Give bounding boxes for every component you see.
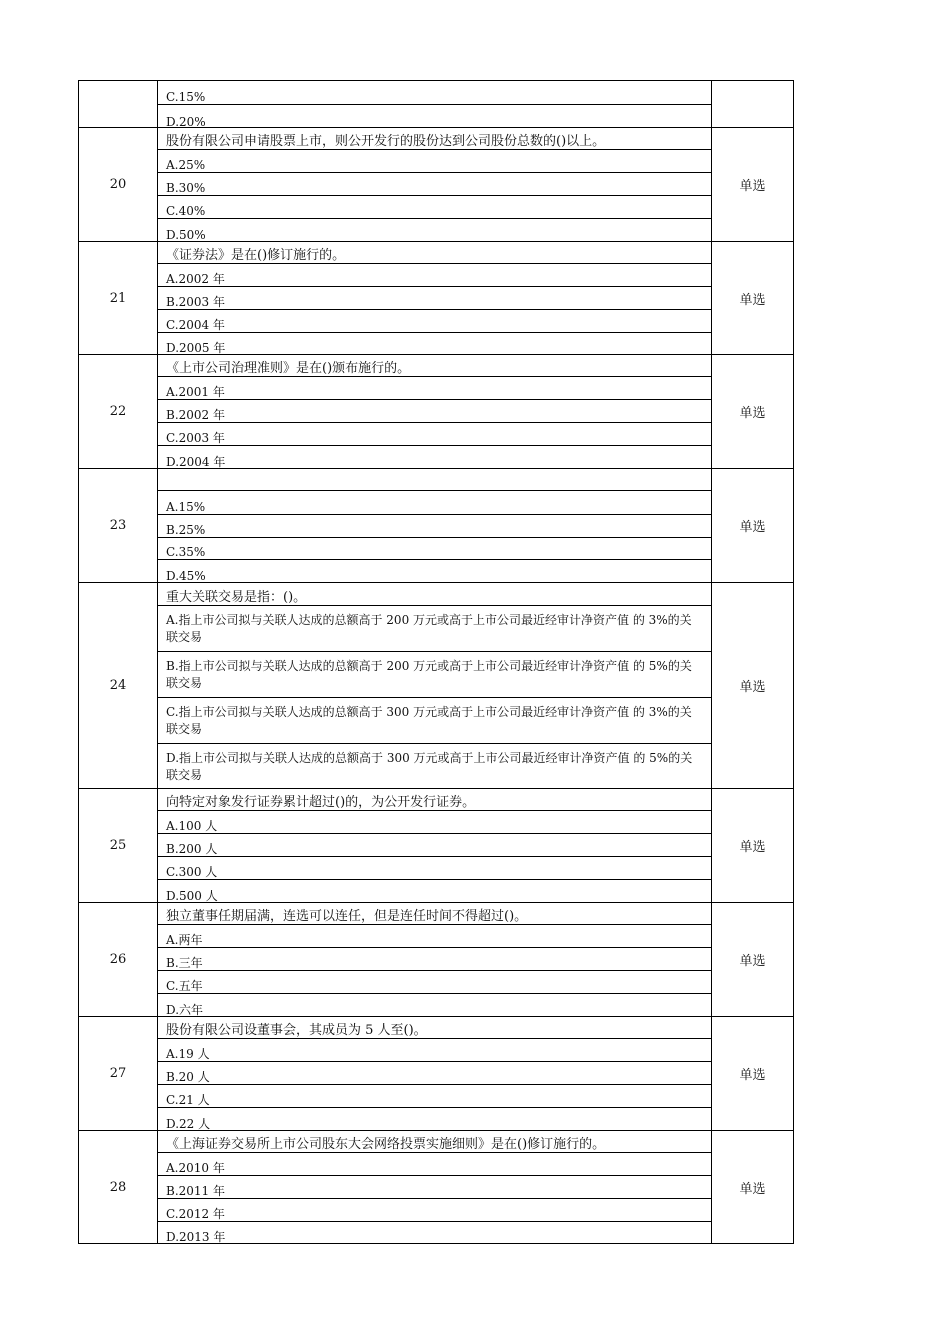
question-stem: 《证券法》是在()修订施行的。 [158, 242, 711, 264]
question-type: 单选 [739, 179, 766, 194]
question-type: 单选 [739, 292, 766, 308]
answer-option: A.19 人 [158, 1039, 711, 1062]
question-content [158, 469, 712, 582]
answer-option: D.500 人 [166, 889, 218, 903]
question-content [158, 583, 712, 788]
answer-option: B.25% [158, 515, 711, 538]
answer-option: B.2011 年 [158, 1176, 711, 1199]
question-content [158, 81, 712, 127]
question-type: 单选 [739, 406, 766, 421]
question-number: 23 [79, 469, 158, 582]
question-number: 22 [79, 355, 158, 468]
question-number: 26 [79, 903, 158, 1016]
answer-option: B.30% [158, 173, 711, 196]
question-row [78, 355, 794, 469]
answer-option: D.2013 年 [166, 1230, 226, 1244]
question-type [712, 81, 793, 127]
answer-option: D.指上市公司拟与关联人达成的总额高于 300 万元或高于上市公司最近经审计净资产值 的 5%的关联交易 [166, 750, 693, 782]
question-table [78, 80, 794, 1244]
question-stem: 《上海证券交易所上市公司股东大会网络投票实施细则》是在()修订施行的。 [158, 1131, 711, 1153]
answer-option: C.40% [158, 196, 711, 219]
question-row [78, 128, 794, 242]
question-row [78, 469, 794, 583]
question-stem: 重大关联交易是指：()。 [158, 583, 711, 606]
answer-option: A.指上市公司拟与关联人达成的总额高于 200 万元或高于上市公司最近经审计净资产值 的 3%的关联交易 [158, 606, 711, 652]
answer-option: C.300 人 [158, 857, 711, 880]
question-type: 单选 [739, 520, 766, 535]
question-number: 20 [79, 128, 158, 241]
answer-option: B.2003 年 [158, 287, 711, 310]
question-row [78, 1017, 794, 1131]
answer-option: A.25% [158, 150, 711, 173]
answer-option: C.2012 年 [158, 1199, 711, 1222]
question-number: 24 [79, 583, 158, 788]
answer-option: D.2005 年 [166, 341, 226, 355]
answer-option: C.五年 [158, 971, 711, 994]
answer-option: C.2004 年 [158, 310, 711, 333]
answer-option: D.2004 年 [166, 455, 226, 469]
question-row [78, 1131, 794, 1244]
question-number: 27 [79, 1017, 158, 1130]
answer-option: B.三年 [158, 948, 711, 971]
question-number: 28 [79, 1131, 158, 1243]
question-type: 单选 [739, 840, 766, 855]
question-type: 单选 [739, 1068, 766, 1083]
question-content [158, 355, 712, 468]
question-stem: 股份有限公司申请股票上市，则公开发行的股份达到公司股份总数的()以上。 [158, 128, 711, 150]
answer-option: D.50% [166, 228, 206, 242]
question-type: 单选 [739, 954, 766, 969]
answer-option: A.2002 年 [158, 264, 711, 287]
question-number: 21 [79, 242, 158, 354]
answer-option: A.100 人 [158, 811, 711, 834]
question-row [78, 903, 794, 1017]
question-stem: 向特定对象发行证券累计超过()的，为公开发行证券。 [158, 789, 711, 811]
question-type: 单选 [739, 1181, 766, 1197]
question-number: 25 [79, 789, 158, 902]
question-stem [158, 469, 711, 491]
answer-option: B.200 人 [158, 834, 711, 857]
answer-option: D.45% [166, 569, 206, 583]
answer-option: A.15% [158, 491, 711, 515]
question-content [158, 128, 712, 241]
answer-option: C.15% [158, 81, 711, 105]
answer-option: B.2002 年 [158, 400, 711, 423]
answer-option: B.指上市公司拟与关联人达成的总额高于 200 万元或高于上市公司最近经审计净资产值 的 5%的关联交易 [158, 652, 711, 698]
question-stem: 独立董事任期届满，连选可以连任，但是连任时间不得超过()。 [158, 903, 711, 925]
answer-option: D.六年 [166, 1003, 204, 1017]
question-row [78, 80, 794, 128]
question-content [158, 242, 712, 354]
question-row [78, 242, 794, 355]
answer-option: C.21 人 [158, 1085, 711, 1108]
question-content [158, 1131, 712, 1243]
answer-option: C.指上市公司拟与关联人达成的总额高于 300 万元或高于上市公司最近经审计净资产值 的 3%的关联交易 [158, 698, 711, 744]
question-content [158, 1017, 712, 1130]
answer-option: D.22 人 [166, 1117, 211, 1131]
answer-option: A.2010 年 [158, 1153, 711, 1176]
question-stem: 股份有限公司设董事会，其成员为 5 人至()。 [158, 1017, 711, 1039]
answer-option: C.2003 年 [158, 423, 711, 446]
question-type: 单选 [739, 680, 766, 695]
question-content [158, 789, 712, 902]
answer-option: B.20 人 [158, 1062, 711, 1085]
answer-option: A.2001 年 [158, 377, 711, 400]
answer-option: C.35% [158, 538, 711, 560]
question-row [78, 789, 794, 903]
question-row [78, 583, 794, 789]
answer-option: D.20% [166, 115, 206, 129]
question-number [79, 81, 158, 127]
question-content [158, 903, 712, 1016]
question-stem: 《上市公司治理准则》是在()颁布施行的。 [158, 355, 711, 377]
answer-option: A.两年 [158, 925, 711, 948]
